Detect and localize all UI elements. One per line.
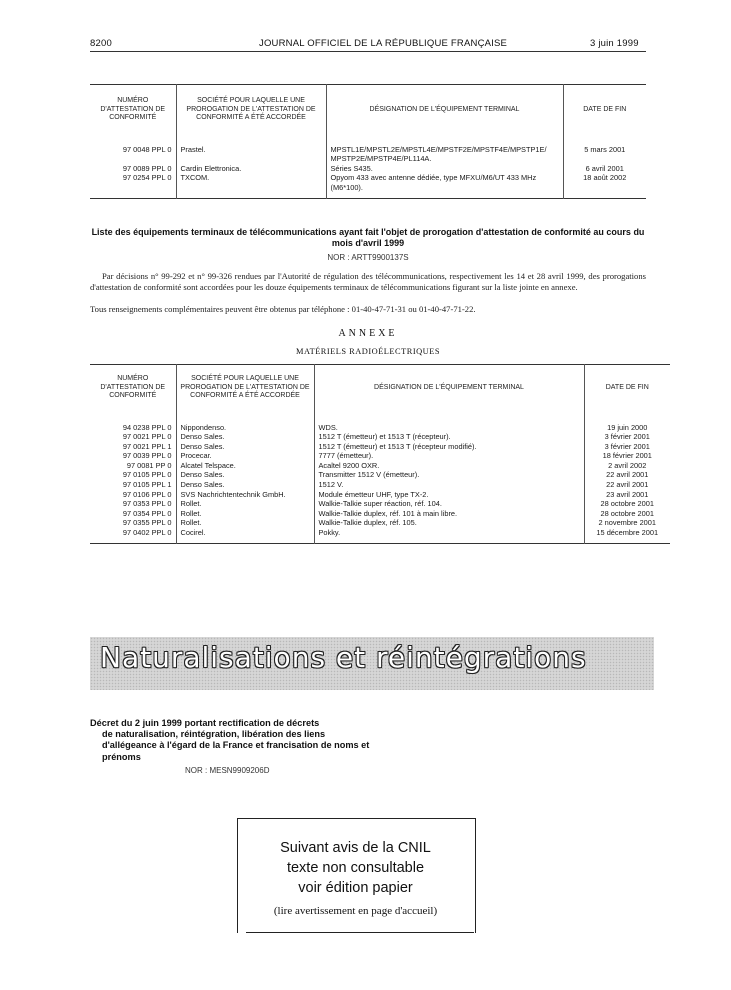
cell-numero: 97 0021 PPL 0: [122, 432, 172, 442]
decree-line-2: de naturalisation, réintégration, libération des liens d'allégeance à l'égard de la France et francisation de noms et prénoms: [102, 729, 370, 762]
cell-date-de-fin: 18 février 2001: [584, 451, 670, 461]
col-header-numero: NUMÉRO D'ATTESTATION DE CONFORMITÉ: [100, 97, 166, 121]
nor-reference: NOR : ARTT9900137S: [327, 253, 409, 262]
cell-designation: Acaltel 9200 OXR.: [314, 461, 584, 471]
table-row: [90, 490, 670, 500]
cell-societe: Procecar.: [176, 451, 314, 461]
cell-societe: Rollet.: [176, 518, 314, 528]
table-row: [90, 509, 670, 519]
cell-designation: Walkie-Talkie super réaction, réf. 104.: [314, 499, 584, 509]
col-header-societe: SOCIÉTÉ POUR LAQUELLE UNE PROROGATION DE L'ATTESTATION DE CONFORMITÉ A ÉTÉ ACCORDÉE: [176, 85, 326, 135]
cnil-line-2: texte non consultable: [286, 860, 425, 876]
header-date: 3 juin 1999: [590, 38, 639, 49]
header-rule: [90, 51, 646, 52]
cell-numero: 97 0039 PPL 0: [122, 451, 172, 461]
decree-line-1: Décret du 2 juin 1999 portant rectification de décrets: [90, 718, 320, 728]
cell-designation: 1512 T (émetteur) et 1513 T (récepteur).: [314, 432, 584, 442]
cell-societe: Rollet.: [176, 509, 314, 519]
cell-designation: Module émetteur UHF, type TX-2.: [314, 490, 584, 500]
col-header-date-de-fin: DATE DE FIN: [584, 365, 670, 411]
cell-designation: Séries S435.: [326, 164, 563, 174]
attestation-table-2: [90, 364, 670, 544]
cell-societe: TXCOM.: [176, 173, 326, 192]
cell-numero: 97 0106 PPL 0: [122, 489, 172, 499]
table-row: [90, 173, 646, 192]
table-row: [90, 451, 670, 461]
table-row: [90, 518, 670, 528]
cell-societe: Rollet.: [176, 499, 314, 509]
cell-date-de-fin: 2 novembre 2001: [584, 518, 670, 528]
cnil-box-bottom-rule: [246, 932, 474, 933]
cell-date-de-fin: 18 août 2002: [563, 173, 646, 192]
decree-nor: NOR : MESN9909206D: [185, 766, 270, 775]
cell-date-de-fin: 6 avril 2001: [563, 164, 646, 174]
cell-date-de-fin: 19 juin 2000: [584, 423, 670, 433]
cell-designation: MPSTL1E/MPSTL2E/MPSTL4E/MPSTF2E/MPSTF4E/MPSTP1E/ MPSTP2E/MPSTP4E/PL114A.: [326, 145, 563, 164]
cell-designation: Transmitter 1512 V (émetteur).: [314, 470, 584, 480]
section-title: Naturalisations et réintégrations: [100, 641, 587, 674]
table-row: [90, 164, 646, 174]
cell-numero: 94 0238 PPL 0: [122, 422, 172, 432]
cell-designation: 1512 T (émetteur) et 1513 T (récepteur modifié).: [314, 442, 584, 452]
cnil-warning-link[interactable]: (lire avertissement en page d'accueil): [273, 905, 438, 917]
cell-date-de-fin: 2 avril 2002: [584, 461, 670, 471]
cell-societe: Denso Sales.: [176, 442, 314, 452]
cnil-line-1: Suivant avis de la CNIL: [280, 840, 431, 856]
paragraph-decisions: Par décisions n° 99-292 et n° 99-326 rendues par l'Autorité de régulation des télécommunications, respectivement les 14 et 28 avril 1999, des prorogations d'attestation de conformité sont accordées pour les douze équipements terminaux de télécommunications figurant sur la liste jointe en annexe.: [90, 271, 646, 292]
cell-societe: Denso Sales.: [176, 470, 314, 480]
cell-designation: Walkie-Talkie duplex, réf. 105.: [314, 518, 584, 528]
page-number: 8200: [90, 38, 112, 49]
cell-numero: 97 0081 PP 0: [126, 460, 172, 470]
cell-numero: 97 0105 PPL 1: [122, 480, 172, 490]
cell-societe: Alcatel Telspace.: [176, 461, 314, 471]
table-row: [90, 461, 670, 471]
cell-designation: Pokky.: [314, 528, 584, 538]
cell-numero: 97 0402 PPL 0: [122, 528, 172, 538]
table-row: [90, 528, 670, 538]
cell-date-de-fin: 3 février 2001: [584, 442, 670, 452]
materiels-heading: MATÉRIELS RADIOÉLECTRIQUES: [296, 347, 440, 356]
col-header-date-de-fin: DATE DE FIN: [563, 85, 646, 135]
cell-designation: Opyom 433 avec antenne dédiée, type MFXU/M6/UT 433 MHz (M6*100).: [326, 173, 563, 192]
cell-designation: 1512 V.: [314, 480, 584, 490]
cell-designation: 7777 (émetteur).: [314, 451, 584, 461]
cell-societe: Cocirel.: [176, 528, 314, 538]
paragraph-contact: Tous renseignements complémentaires peuvent être obtenus par téléphone : 01-40-47-71-31 ou 01-40-47-71-22.: [90, 304, 476, 314]
cell-societe: Cardin Elettronica.: [176, 164, 326, 174]
cell-societe: Denso Sales.: [176, 432, 314, 442]
cell-societe: Denso Sales.: [176, 480, 314, 490]
cell-date-de-fin: 15 décembre 2001: [584, 528, 670, 538]
cell-numero: 97 0354 PPL 0: [122, 508, 172, 518]
table-row: [90, 442, 670, 452]
cell-designation: WDS.: [314, 423, 584, 433]
annexe-heading: ANNEXE: [338, 328, 398, 339]
cell-numero: 97 0254 PPL 0: [122, 173, 172, 183]
table-row: [90, 470, 670, 480]
table-row: [90, 499, 670, 509]
attestation-table-1: [90, 84, 646, 199]
cell-date-de-fin: 28 octobre 2001: [584, 499, 670, 509]
cell-numero: 97 0089 PPL 0: [122, 163, 172, 173]
cell-designation: Walkie-Talkie duplex, réf. 101 à main libre.: [314, 509, 584, 519]
table-row: [90, 145, 646, 164]
cell-numero: 97 0021 PPL 1: [122, 441, 172, 451]
cell-societe: Nippondenso.: [176, 423, 314, 433]
table-row: [90, 432, 670, 442]
table-row: [90, 480, 670, 490]
cell-date-de-fin: 22 avril 2001: [584, 480, 670, 490]
col-header-numero: NUMÉRO D'ATTESTATION DE CONFORMITÉ: [100, 375, 166, 399]
cnil-line-3: voir édition papier: [298, 880, 413, 896]
cell-numero: 97 0355 PPL 0: [122, 518, 172, 528]
cell-societe: Prastel.: [176, 145, 326, 164]
col-header-designation: DÉSIGNATION DE L'ÉQUIPEMENT TERMINAL: [314, 365, 584, 411]
cell-date-de-fin: 22 avril 2001: [584, 470, 670, 480]
cell-date-de-fin: 5 mars 2001: [563, 145, 646, 164]
cell-numero: 97 0105 PPL 0: [122, 470, 172, 480]
journal-title: JOURNAL OFFICIEL DE LA RÉPUBLIQUE FRANÇAISE: [259, 38, 508, 49]
decree-title: [90, 718, 380, 763]
list-title: Liste des équipements terminaux de télécommunications ayant fait l'objet de prorogation d'attestation de conformité au cours du mois d'avril 1999: [91, 227, 645, 248]
cnil-notice-text: [237, 838, 474, 898]
table-row: [90, 423, 670, 433]
cell-date-de-fin: 3 février 2001: [584, 432, 670, 442]
cell-date-de-fin: 23 avril 2001: [584, 490, 670, 500]
cell-numero: 97 0353 PPL 0: [122, 499, 172, 509]
cell-date-de-fin: 28 octobre 2001: [584, 509, 670, 519]
col-header-societe: SOCIÉTÉ POUR LAQUELLE UNE PROROGATION DE L'ATTESTATION DE CONFORMITÉ A ÉTÉ ACCORDÉE: [176, 365, 314, 411]
cell-societe: SVS Nachrichtentechnik GmbH.: [176, 490, 314, 500]
col-header-designation: DÉSIGNATION DE L'ÉQUIPEMENT TERMINAL: [326, 85, 563, 135]
cell-numero: 97 0048 PPL 0: [122, 144, 172, 154]
